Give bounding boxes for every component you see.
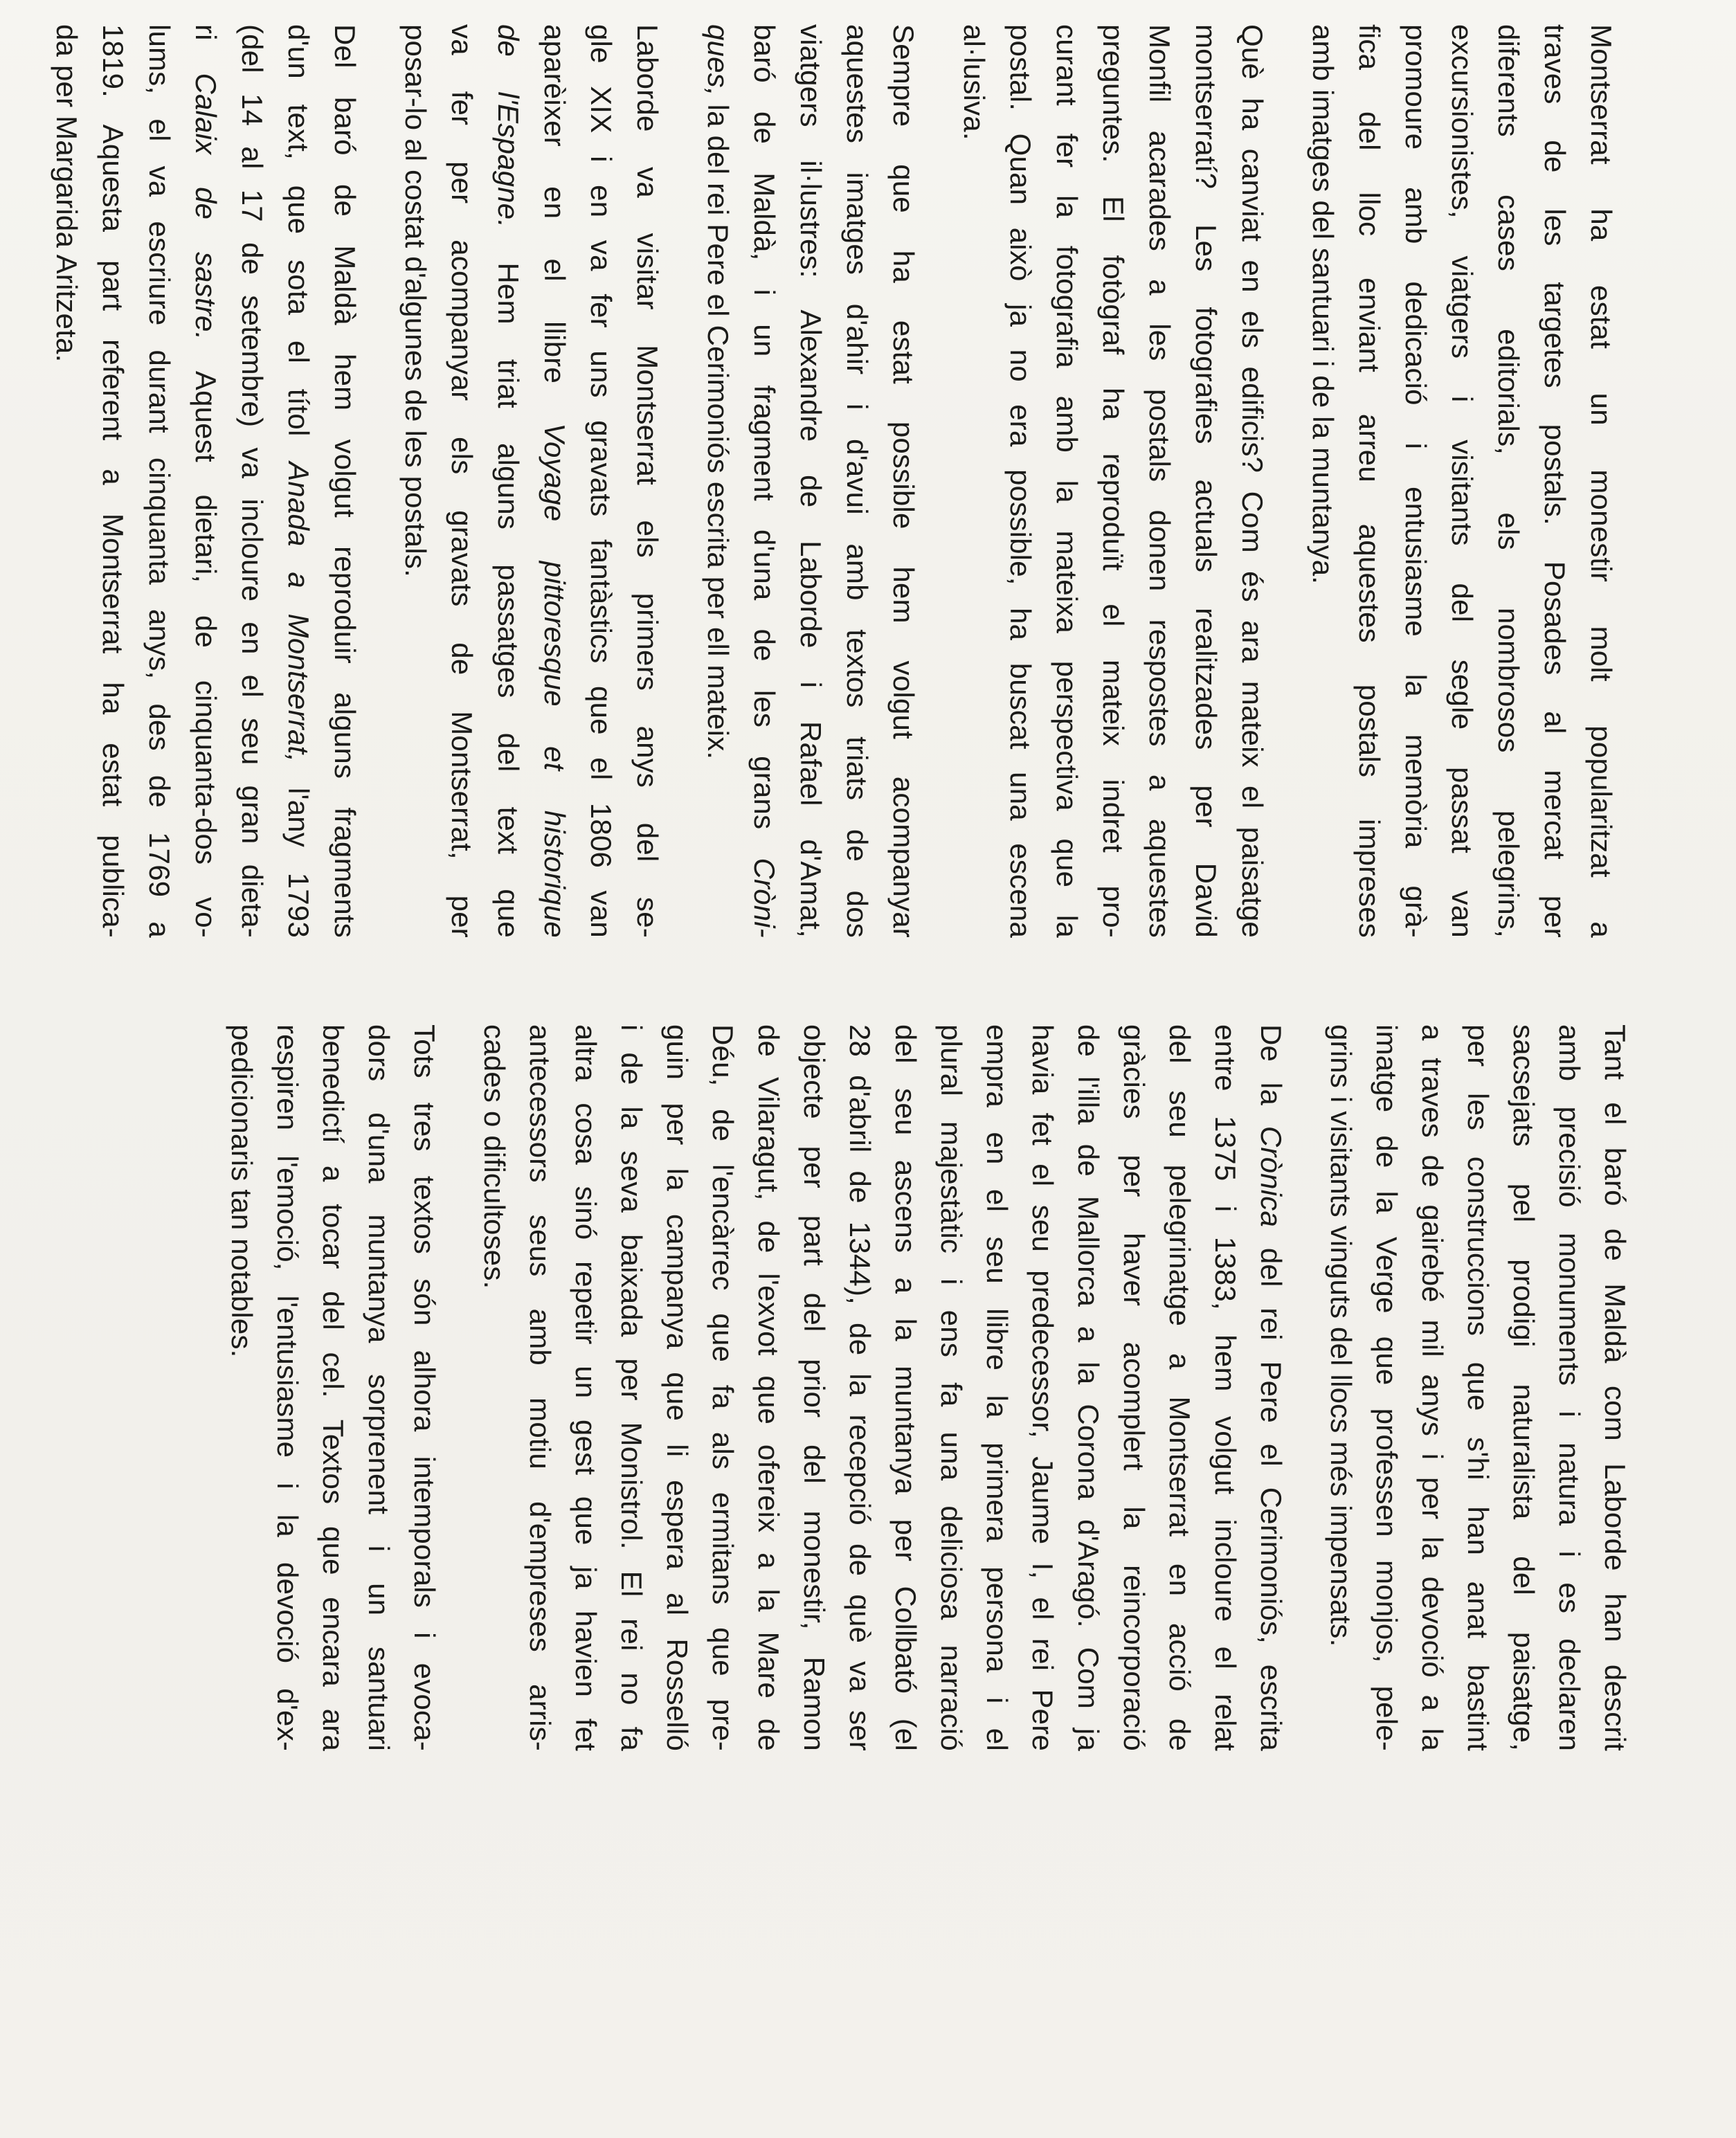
text-line: a traves de gairebé mil anys i per la devoció a la [1416,1024,1449,1751]
paragraph [951,24,1276,938]
text-line: De la Crònica del rei Pere el Cerimoniós, escrita [1255,1024,1287,1751]
paragraph [1318,1024,1638,1751]
text-line: benedictí a tocar del cel. Textos que encara ara [317,1024,350,1751]
text-line: Tots tres textos són alhora intemporals i evoca- [408,1024,441,1751]
text-line: cades o dificultoses. [478,1024,511,1289]
text-line: guin per la campanya que li espera al Rosselló [661,1024,694,1751]
text-line: posar-lo al costat d'algunes de les postals. [399,24,432,577]
text-line: traves de les targetes postals. Posades al mercat per [1539,24,1571,938]
text-line: curant fer la fotografia amb la mateixa perspectiva que la [1051,24,1083,938]
text-line: Què ha canviat en els edificis? Com és ara mateix el paisatge [1236,24,1269,938]
text-line: de l'Espagne. Hem triat alguns passatges del text que [492,24,525,938]
text-line: d'un text, que sota el títol Anada a Montserrat, l'any 1793 [282,24,315,939]
text-line: Del baró de Maldà hem volgut reproduir alguns fragments [329,24,361,938]
text-line: ques, la del rei Pere el Cerimoniós escrita per ell mateix. [702,24,734,760]
paragraph [392,24,671,938]
text-line: per les construccions que s'hi han anat bastint [1462,1024,1494,1751]
text-line: i de la seva baixada per Monistrol. El rei no fa [615,1024,648,1751]
paragraph [219,1024,447,1751]
left-text-column [44,24,1625,938]
text-line: pedicionaris tan notables. [226,1024,258,1358]
right-text-column [219,1024,1638,1751]
text-line: preguntes. El fotògraf ha reproduït el mateix indret pro- [1097,24,1130,938]
text-line: excursionistes, viatgers i visitants del segle passat van [1446,24,1479,938]
text-line: promoure amb dedicació i entusiasme la memòria grà- [1400,24,1432,938]
text-line: amb precisió monuments i natura i es declaren [1553,1024,1586,1751]
text-line: fica del lloc enviant arreu aquestes postals impreses [1353,24,1386,938]
text-line: antecessors seus amb motiu d'empreses arris- [524,1024,557,1751]
text-line: imatge de la Verge que professen monjos, pele- [1371,1024,1403,1751]
text-line: havia fet el seu predecessor, Jaume I, el rei Pere [1027,1024,1059,1751]
text-line: del seu ascens a la muntanya per Collbató (el [889,1024,922,1751]
text-line: aquestes imatges d'ahir i d'avui amb textos triats de dos [841,24,874,938]
text-line: (del 14 al 17 de setembre) va incloure en el seu gran dieta- [236,24,269,938]
text-line: viatgers il·lustres: Alexandre de Laborde i Rafael d'Amat, [795,24,827,938]
text-line: del seu pelegrinatge a Montserrat en acció de [1164,1024,1196,1751]
text-line: ri Calaix de sastre. Aquest dietari, de cinquanta-dos vo- [190,24,222,938]
text-line: amb imatges del santuari i de la muntanya. [1307,24,1339,585]
paragraph [695,24,927,938]
text-line: Tant el baró de Maldà com Laborde han descrit [1599,1024,1631,1751]
text-line: va fer per acompanyar els gravats de Montserrat, per [446,24,478,938]
text-line: baró de Maldà, i un fragment d'una de les grans Cròni- [748,24,781,938]
text-line: aparèixer en el llibre Voyage pittoresque et historique [539,24,571,938]
text-line: sacsejats pel prodigi naturalista del paisatge, [1508,1024,1540,1751]
text-line: de Vilaragut, de l'exvot que ofereix a la Mare de [752,1024,785,1751]
text-line: da per Margarida Aritzeta. [51,24,83,363]
text-line: gle XIX i en va fer uns gravats fantàstics que el 1806 van [585,24,617,938]
text-line: al·lusiva. [958,24,991,141]
paragraph [44,24,368,938]
text-line: dors d'una muntanya sorprenent i un santuari [363,1024,395,1751]
paragraph [471,1024,1294,1751]
text-line: Sempre que ha estat possible hem volgut acompanyar [887,24,920,938]
paragraph [1300,24,1625,938]
text-line: de l'illa de Mallorca a la Corona d'Aragó. Com ja [1072,1024,1105,1751]
text-line: grins i visitants vinguts del llocs més impensats. [1325,1024,1357,1647]
text-line: respiren l'emoció, l'entusiasme i la devoció d'ex- [271,1024,304,1751]
text-line: 1819. Aquesta part referent a Montserrat ha estat publica- [97,24,129,938]
text-line: montserratí? Les fotografies actuals realitzades per David [1190,24,1222,938]
text-line: entre 1375 i 1383, hem volgut incloure el relat [1209,1024,1242,1751]
text-line: altra cosa sinó repetir un gest que ja havien fet [570,1024,602,1751]
text-line: lums, el va escriure durant cinquanta anys, des de 1769 a [143,24,176,938]
text-line: 28 d'abril de 1344), de la recepció de què va ser [844,1024,876,1751]
text-line: plural majestàtic i ens fa una deliciosa narració [935,1024,968,1751]
text-line: Déu, de l'encàrrec que fa als ermitans que pre- [707,1024,739,1751]
text-line: diferents cases editorials, els nombrosos pelegrins, [1492,24,1525,938]
text-line: Monfil acarades a les postals donen respostes a aquestes [1143,24,1176,938]
text-line: gràcies per haver acomplert la reincorporació [1118,1024,1150,1751]
text-line: Montserrat ha estat un monestir molt popularitzat a [1585,24,1618,938]
text-line: empra en el seu llibre la primera persona i el [981,1024,1013,1751]
text-line: objecte per part del prior del monestir, Ramon [798,1024,831,1751]
text-line: postal. Quan això ja no era possible, ha buscat una escena [1004,24,1037,938]
text-line: Laborde va visitar Montserrat els primers anys del se- [631,24,664,938]
